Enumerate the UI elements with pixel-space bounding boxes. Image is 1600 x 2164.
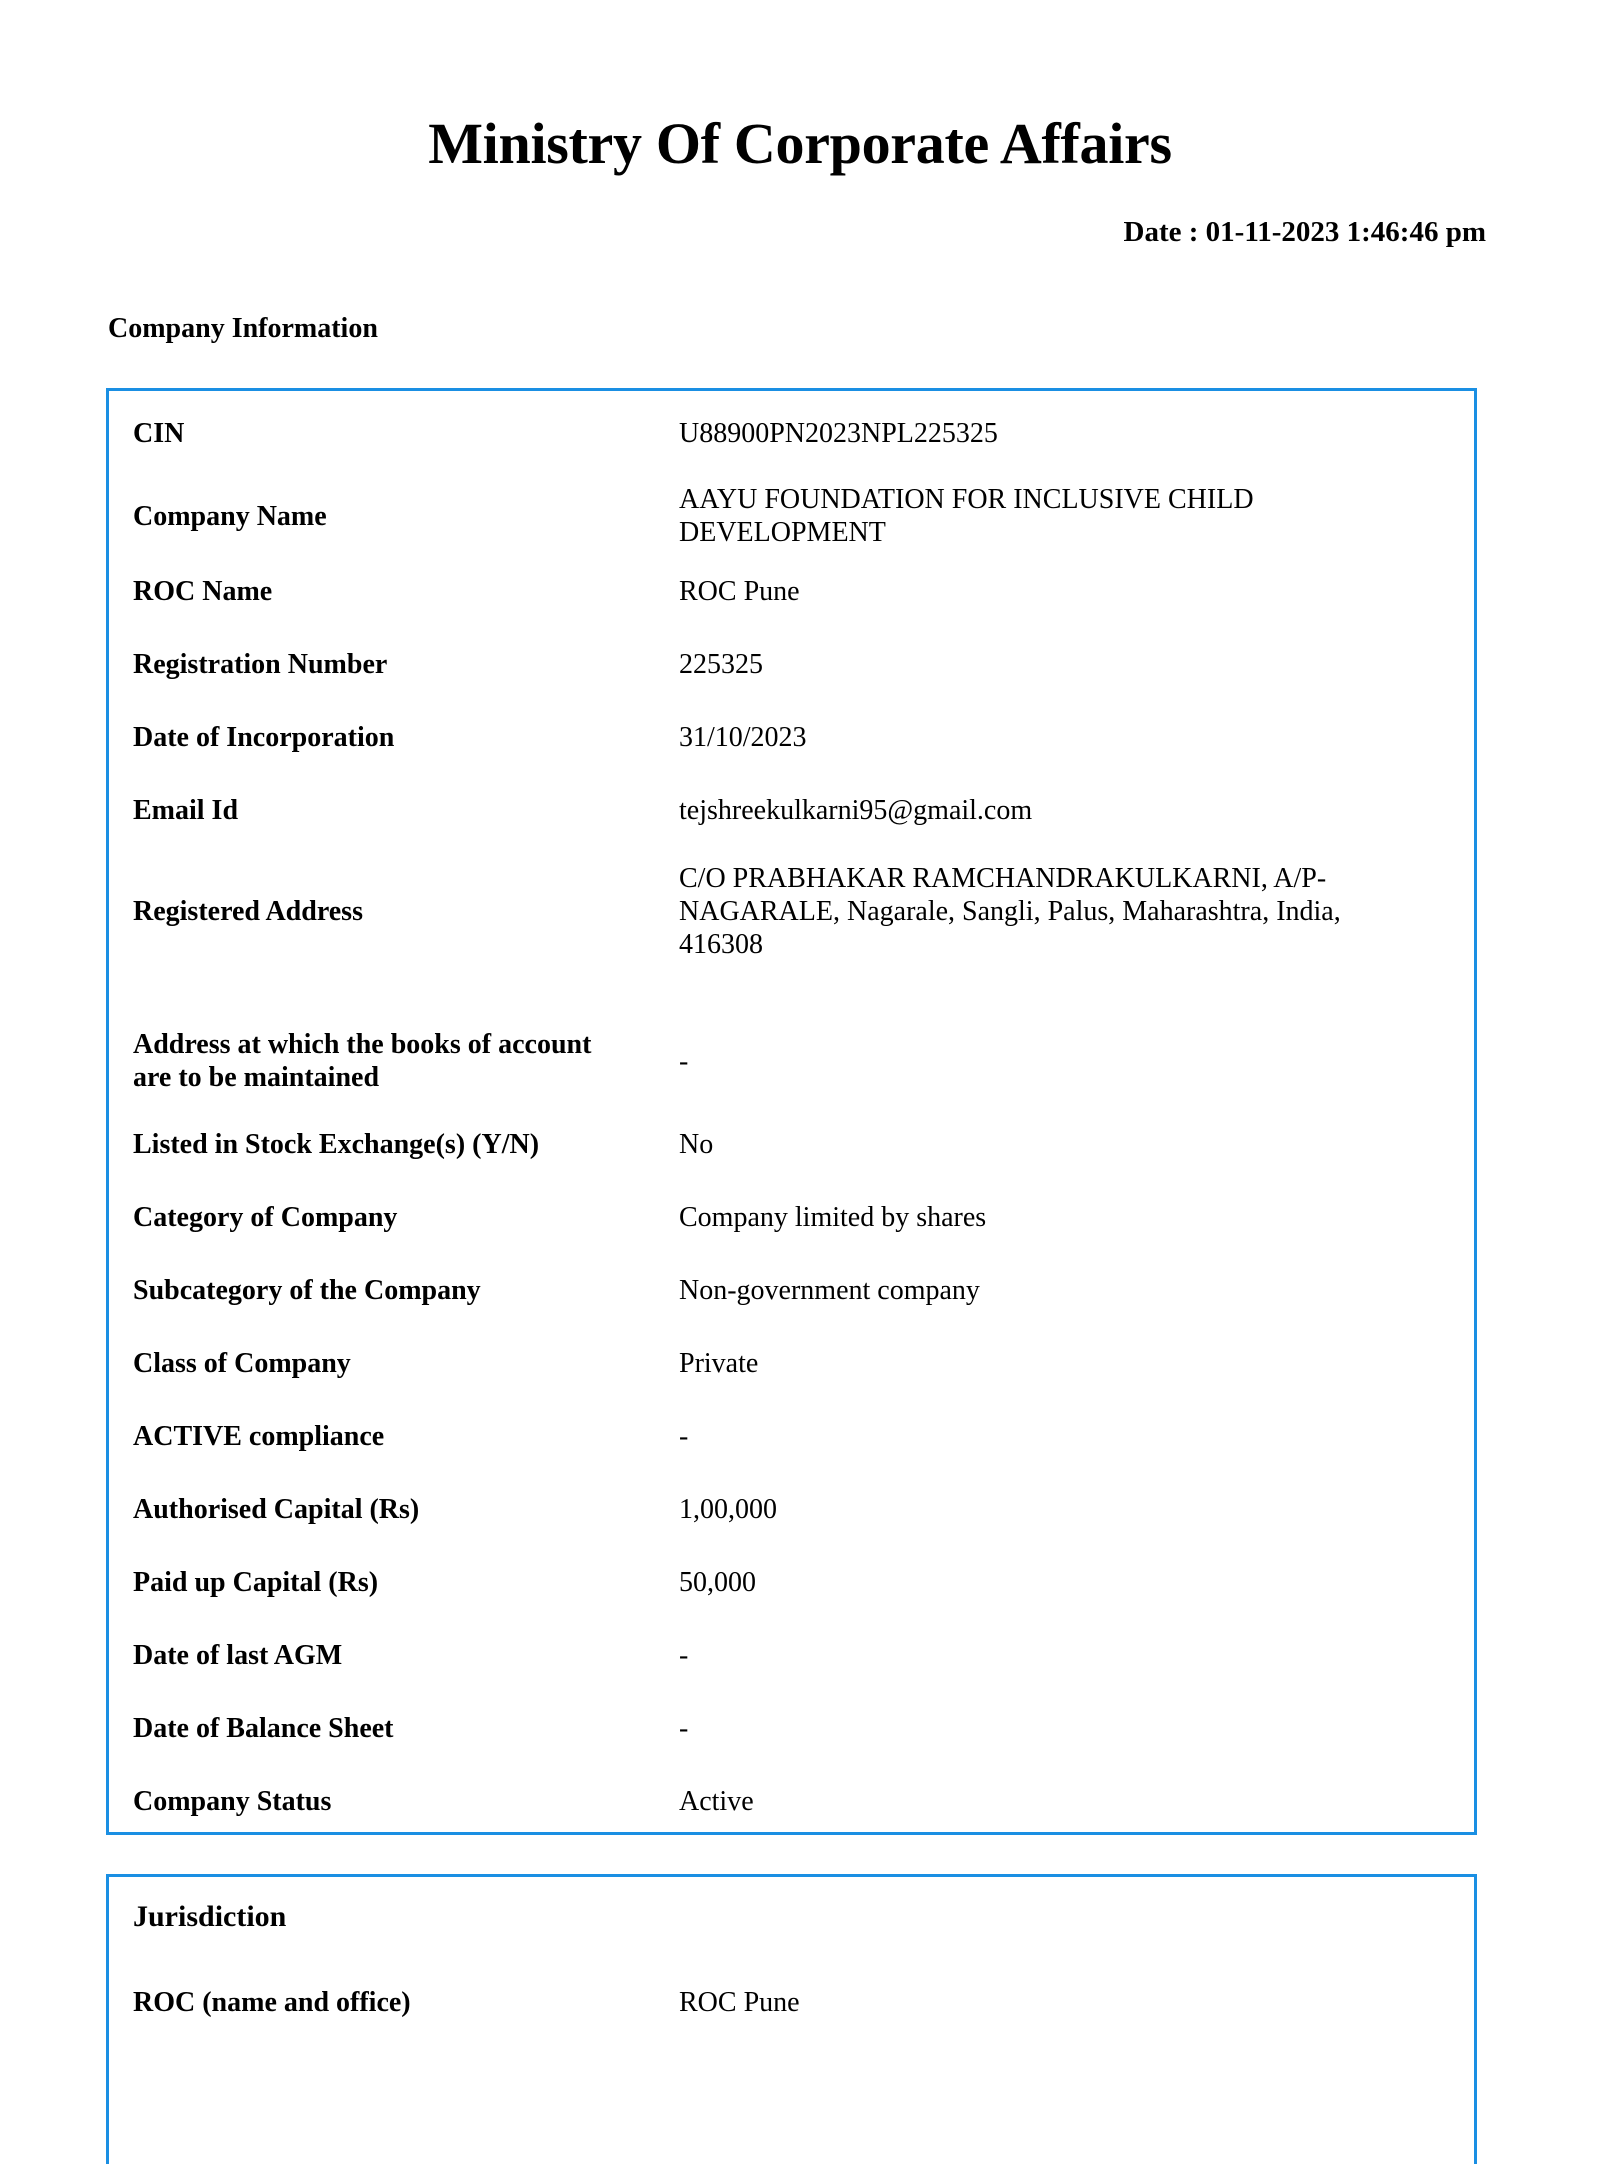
info-value: Active bbox=[679, 1785, 754, 1817]
info-value: AAYU FOUNDATION FOR INCLUSIVE CHILD DEVELOPMENT bbox=[679, 484, 1254, 548]
info-row-roc-name bbox=[109, 571, 1474, 611]
info-label: Company Status bbox=[133, 1785, 332, 1817]
report-date: Date : 01-11-2023 1:46:46 pm bbox=[1123, 216, 1486, 248]
jurisdiction-table bbox=[106, 1874, 1477, 2164]
info-row-date-of-last-agm bbox=[109, 1635, 1474, 1675]
info-label: Date of Incorporation bbox=[133, 721, 395, 753]
info-value: ROC Pune bbox=[679, 575, 800, 607]
info-row-paid-up-capital bbox=[109, 1562, 1474, 1602]
info-value: - bbox=[679, 1712, 689, 1744]
info-value: U88900PN2023NPL225325 bbox=[679, 417, 998, 449]
info-label: Date of last AGM bbox=[133, 1639, 343, 1671]
info-row-class-of-company bbox=[109, 1343, 1474, 1383]
info-label: Listed in Stock Exchange(s) (Y/N) bbox=[133, 1128, 540, 1160]
info-label: Company Name bbox=[133, 500, 327, 532]
info-label: Category of Company bbox=[133, 1201, 398, 1233]
info-label: ROC Name bbox=[133, 575, 273, 607]
info-row-authorised-capital bbox=[109, 1489, 1474, 1529]
info-value: C/O PRABHAKAR RAMCHANDRAKULKARNI, A/P-NAGARALE, Nagarale, Sangli, Palus, Maharashtra, India, 416308 bbox=[679, 862, 1341, 960]
page-title: Ministry Of Corporate Affairs bbox=[428, 111, 1172, 176]
info-value: Non-government company bbox=[679, 1274, 980, 1306]
info-label: Authorised Capital (Rs) bbox=[133, 1493, 420, 1525]
section-heading-jurisdiction: Jurisdiction bbox=[133, 1900, 287, 1933]
section-heading-company-information: Company Information bbox=[108, 313, 378, 344]
info-row-company-status bbox=[109, 1781, 1474, 1821]
info-row-company-name bbox=[109, 481, 1474, 551]
info-value: 50,000 bbox=[679, 1566, 756, 1598]
info-value: tejshreekulkarni95@gmail.com bbox=[679, 794, 1033, 826]
info-row-date-of-incorporation bbox=[109, 717, 1474, 757]
info-row-date-of-balance-sheet bbox=[109, 1708, 1474, 1748]
info-label: CIN bbox=[133, 417, 185, 449]
info-value: - bbox=[679, 1045, 689, 1077]
info-label: Class of Company bbox=[133, 1347, 351, 1379]
info-label: Email Id bbox=[133, 794, 239, 826]
info-row-roc-name-and-office bbox=[109, 1983, 1474, 2023]
info-row-email-id bbox=[109, 790, 1474, 830]
info-row-registration-number bbox=[109, 644, 1474, 684]
company-information-table bbox=[106, 388, 1477, 1835]
info-row-active-compliance bbox=[109, 1416, 1474, 1456]
info-value: 1,00,000 bbox=[679, 1493, 777, 1525]
info-label: Subcategory of the Company bbox=[133, 1274, 481, 1306]
info-label: Address at which the books of account are to be maintained bbox=[133, 1029, 592, 1093]
info-value: Company limited by shares bbox=[679, 1201, 987, 1233]
info-label: Paid up Capital (Rs) bbox=[133, 1566, 379, 1598]
info-label: Registration Number bbox=[133, 648, 388, 680]
info-label: ACTIVE compliance bbox=[133, 1420, 385, 1452]
info-row-cin bbox=[109, 413, 1474, 453]
info-row-subcategory-of-company bbox=[109, 1270, 1474, 1310]
info-value: - bbox=[679, 1420, 689, 1452]
info-row-registered-address bbox=[109, 859, 1474, 963]
info-row-books-of-account-address bbox=[109, 1025, 1474, 1097]
info-label: Registered Address bbox=[133, 895, 363, 927]
info-row-category-of-company bbox=[109, 1197, 1474, 1237]
info-value: 31/10/2023 bbox=[679, 721, 807, 753]
info-label: ROC (name and office) bbox=[133, 1987, 411, 2018]
info-label: Date of Balance Sheet bbox=[133, 1712, 394, 1744]
info-row-listed-in-stock-exchange bbox=[109, 1124, 1474, 1164]
info-value: - bbox=[679, 1639, 689, 1671]
info-value: ROC Pune bbox=[679, 1987, 800, 2018]
info-value: Private bbox=[679, 1347, 759, 1379]
info-value: No bbox=[679, 1128, 714, 1160]
info-value: 225325 bbox=[679, 648, 763, 680]
